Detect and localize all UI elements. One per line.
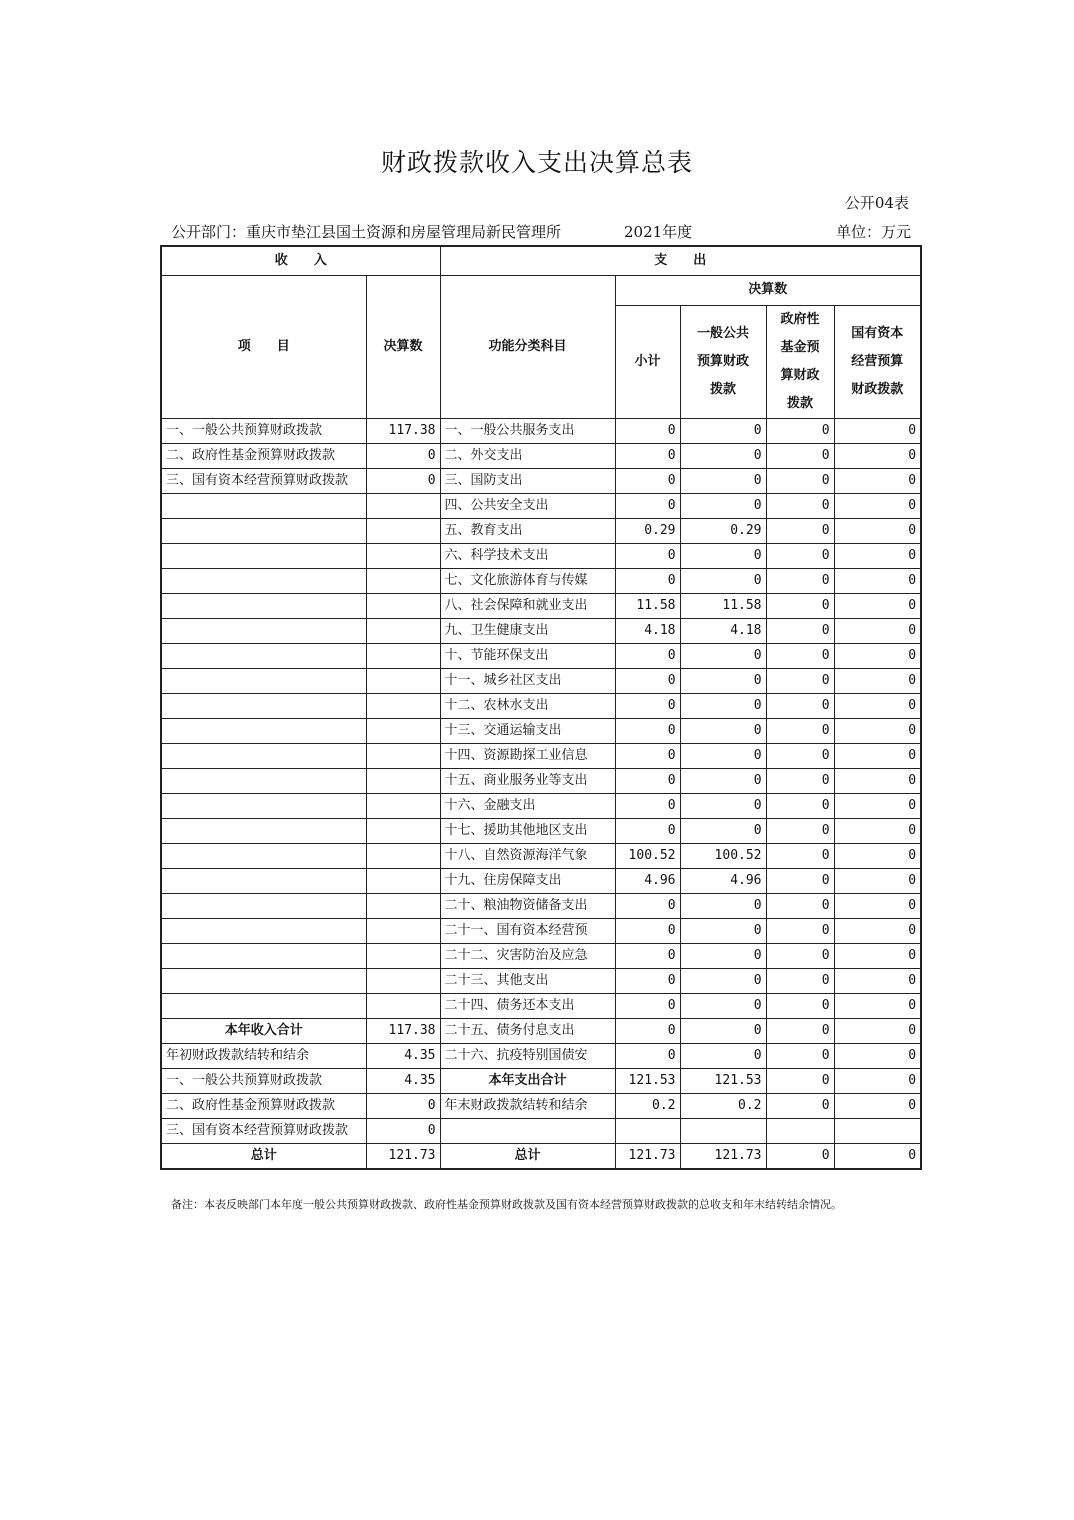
gov-fund-cell: 0 xyxy=(766,818,834,843)
table-row xyxy=(161,1143,921,1169)
income-item-cell xyxy=(161,793,366,818)
gov-fund-cell: 0 xyxy=(766,418,834,443)
general-budget-cell: 0 xyxy=(680,493,766,518)
general-budget-cell: 0 xyxy=(680,993,766,1018)
state-capital-cell: 0 xyxy=(834,668,921,693)
income-item-cell: 一、一般公共预算财政拨款 xyxy=(161,1068,366,1093)
state-capital-cell: 0 xyxy=(834,918,921,943)
income-amount-cell xyxy=(366,843,440,868)
header-row-1 xyxy=(161,246,921,275)
income-item-cell xyxy=(161,993,366,1018)
income-amount-cell xyxy=(366,668,440,693)
state-capital-cell: 0 xyxy=(834,568,921,593)
general-budget-cell: 100.52 xyxy=(680,843,766,868)
general-budget-cell: 0 xyxy=(680,468,766,493)
expense-item-cell: 二十三、其他支出 xyxy=(440,968,615,993)
income-amount-cell xyxy=(366,893,440,918)
gov-fund-header: 政府性基金预算财政拨款 xyxy=(766,305,834,418)
expense-item-cell: 八、社会保障和就业支出 xyxy=(440,593,615,618)
subtotal-cell: 0 xyxy=(615,818,680,843)
department-label: 公开部门：重庆市垫江县国土资源和房屋管理局新民管理所 xyxy=(171,223,562,241)
subtotal-cell: 0 xyxy=(615,468,680,493)
table-row xyxy=(161,568,921,593)
state-capital-cell xyxy=(834,1118,921,1143)
expense-item-cell: 一、一般公共服务支出 xyxy=(440,418,615,443)
income-amount-cell: 4.35 xyxy=(366,1043,440,1068)
general-budget-cell: 0 xyxy=(680,943,766,968)
income-amount-cell xyxy=(366,493,440,518)
expense-item-cell: 二十五、债务付息支出 xyxy=(440,1018,615,1043)
income-amount-cell: 0 xyxy=(366,1093,440,1118)
income-item-cell: 二、政府性基金预算财政拨款 xyxy=(161,1093,366,1118)
income-item-cell xyxy=(161,868,366,893)
state-capital-cell: 0 xyxy=(834,693,921,718)
income-item-cell xyxy=(161,918,366,943)
income-item-cell xyxy=(161,893,366,918)
expense-item-cell: 三、国防支出 xyxy=(440,468,615,493)
state-capital-cell: 0 xyxy=(834,1068,921,1093)
state-capital-cell: 0 xyxy=(834,418,921,443)
expense-item-cell: 二、外交支出 xyxy=(440,443,615,468)
subtotal-cell xyxy=(615,1118,680,1143)
state-capital-cell: 0 xyxy=(834,493,921,518)
unit-label: 单位：万元 xyxy=(835,223,911,241)
income-amount-cell xyxy=(366,743,440,768)
general-budget-cell: 0 xyxy=(680,643,766,668)
state-capital-cell: 0 xyxy=(834,543,921,568)
general-budget-cell: 11.58 xyxy=(680,593,766,618)
table-row xyxy=(161,868,921,893)
gov-fund-cell: 0 xyxy=(766,518,834,543)
state-capital-cell: 0 xyxy=(834,618,921,643)
gov-fund-cell: 0 xyxy=(766,668,834,693)
general-budget-cell: 0 xyxy=(680,668,766,693)
subtotal-cell: 11.58 xyxy=(615,593,680,618)
general-budget-cell: 0.2 xyxy=(680,1093,766,1118)
subtotal-cell: 0 xyxy=(615,643,680,668)
state-capital-cell: 0 xyxy=(834,468,921,493)
subtotal-cell: 0 xyxy=(615,743,680,768)
income-amount-cell: 121.73 xyxy=(366,1143,440,1169)
general-budget-cell: 0 xyxy=(680,818,766,843)
general-budget-cell: 0 xyxy=(680,1018,766,1043)
state-capital-cell: 0 xyxy=(834,943,921,968)
income-item-cell: 三、国有资本经营预算财政拨款 xyxy=(161,1118,366,1143)
table-row xyxy=(161,793,921,818)
state-capital-cell: 0 xyxy=(834,1043,921,1068)
gov-fund-cell: 0 xyxy=(766,468,834,493)
table-row xyxy=(161,968,921,993)
table-row xyxy=(161,943,921,968)
report-meta xyxy=(171,221,911,243)
item-header: 项 目 xyxy=(161,275,366,418)
income-amount-cell xyxy=(366,518,440,543)
gov-fund-cell: 0 xyxy=(766,943,834,968)
income-amount-cell xyxy=(366,543,440,568)
expense-item-cell: 十九、住房保障支出 xyxy=(440,868,615,893)
general-budget-cell: 0 xyxy=(680,893,766,918)
expense-item-cell: 十一、城乡社区支出 xyxy=(440,668,615,693)
expense-item-cell xyxy=(440,1118,615,1143)
income-item-cell xyxy=(161,668,366,693)
general-budget-header: 一般公共预算财政拨款 xyxy=(680,305,766,418)
income-item-cell xyxy=(161,843,366,868)
state-capital-cell: 0 xyxy=(834,768,921,793)
table-row xyxy=(161,618,921,643)
state-capital-cell: 0 xyxy=(834,1143,921,1169)
table-row xyxy=(161,1093,921,1118)
page-title: 财政拨款收入支出决算总表 xyxy=(380,148,693,177)
subtotal-cell: 100.52 xyxy=(615,843,680,868)
income-item-cell xyxy=(161,968,366,993)
subtotal-cell: 121.53 xyxy=(615,1068,680,1093)
subtotal-cell: 121.73 xyxy=(615,1143,680,1169)
general-budget-cell: 0 xyxy=(680,568,766,593)
gov-fund-cell: 0 xyxy=(766,968,834,993)
subtotal-cell: 0 xyxy=(615,993,680,1018)
expense-header: 支 出 xyxy=(440,246,921,275)
income-item-cell xyxy=(161,543,366,568)
gov-fund-cell: 0 xyxy=(766,643,834,668)
income-item-cell: 年初财政拨款结转和结余 xyxy=(161,1043,366,1068)
expense-item-cell: 七、文化旅游体育与传媒 xyxy=(440,568,615,593)
gov-fund-cell: 0 xyxy=(766,1093,834,1118)
table-row xyxy=(161,718,921,743)
general-budget-cell: 4.96 xyxy=(680,868,766,893)
gov-fund-cell: 0 xyxy=(766,868,834,893)
subtotal-cell: 4.18 xyxy=(615,618,680,643)
subtotal-cell: 0 xyxy=(615,943,680,968)
subtotal-cell: 0 xyxy=(615,793,680,818)
general-budget-cell: 0 xyxy=(680,718,766,743)
income-amount-cell xyxy=(366,693,440,718)
income-item-cell xyxy=(161,568,366,593)
state-capital-cell: 0 xyxy=(834,518,921,543)
income-amount-cell xyxy=(366,768,440,793)
state-capital-cell: 0 xyxy=(834,1093,921,1118)
income-amount-cell xyxy=(366,568,440,593)
table-row xyxy=(161,593,921,618)
expense-item-cell: 十四、资源勘探工业信息 xyxy=(440,743,615,768)
income-amount-cell: 4.35 xyxy=(366,1068,440,1093)
table-row xyxy=(161,818,921,843)
income-item-cell xyxy=(161,593,366,618)
table-row xyxy=(161,643,921,668)
final-amount-group-header: 决算数 xyxy=(615,275,921,305)
income-item-cell xyxy=(161,693,366,718)
form-number: 公开04表 xyxy=(844,194,909,212)
expense-item-cell: 二十四、债务还本支出 xyxy=(440,993,615,1018)
state-capital-cell: 0 xyxy=(834,743,921,768)
gov-fund-cell: 0 xyxy=(766,568,834,593)
expense-item-cell: 十八、自然资源海洋气象 xyxy=(440,843,615,868)
expense-item-cell: 十七、援助其他地区支出 xyxy=(440,818,615,843)
gov-fund-cell: 0 xyxy=(766,993,834,1018)
state-capital-cell: 0 xyxy=(834,643,921,668)
income-amount-cell xyxy=(366,793,440,818)
gov-fund-cell: 0 xyxy=(766,693,834,718)
state-capital-cell: 0 xyxy=(834,593,921,618)
table-row xyxy=(161,543,921,568)
expense-item-cell: 二十二、灾害防治及应急 xyxy=(440,943,615,968)
expense-item-cell: 四、公共安全支出 xyxy=(440,493,615,518)
income-header: 收 入 xyxy=(161,246,440,275)
income-item-cell xyxy=(161,943,366,968)
table-row xyxy=(161,843,921,868)
general-budget-cell: 121.73 xyxy=(680,1143,766,1169)
state-capital-cell: 0 xyxy=(834,818,921,843)
income-amount-cell xyxy=(366,818,440,843)
gov-fund-cell: 0 xyxy=(766,1068,834,1093)
income-amount-cell xyxy=(366,968,440,993)
gov-fund-cell: 0 xyxy=(766,893,834,918)
subtotal-cell: 0 xyxy=(615,418,680,443)
table-row xyxy=(161,768,921,793)
table-row xyxy=(161,518,921,543)
subtotal-cell: 0 xyxy=(615,918,680,943)
general-budget-cell: 0 xyxy=(680,543,766,568)
income-item-cell xyxy=(161,643,366,668)
expense-item-cell: 九、卫生健康支出 xyxy=(440,618,615,643)
general-budget-cell: 4.18 xyxy=(680,618,766,643)
table-row xyxy=(161,468,921,493)
gov-fund-cell: 0 xyxy=(766,918,834,943)
gov-fund-cell: 0 xyxy=(766,493,834,518)
gov-fund-cell: 0 xyxy=(766,618,834,643)
subtotal-cell: 0 xyxy=(615,968,680,993)
state-capital-cell: 0 xyxy=(834,843,921,868)
report-year: 2021年度 xyxy=(624,223,693,241)
header-row-2 xyxy=(161,275,921,305)
state-capital-cell: 0 xyxy=(834,793,921,818)
gov-fund-cell: 0 xyxy=(766,1143,834,1169)
subtotal-cell: 0 xyxy=(615,543,680,568)
expense-item-cell: 二十、粮油物资储备支出 xyxy=(440,893,615,918)
final-amount-header: 决算数 xyxy=(366,275,440,418)
subtotal-cell: 0 xyxy=(615,668,680,693)
general-budget-cell: 0 xyxy=(680,1043,766,1068)
state-capital-cell: 0 xyxy=(834,868,921,893)
income-amount-cell: 0 xyxy=(366,1118,440,1143)
income-amount-cell xyxy=(366,918,440,943)
income-amount-cell xyxy=(366,643,440,668)
table-row xyxy=(161,918,921,943)
fiscal-summary-table xyxy=(160,245,922,1170)
income-item-cell xyxy=(161,518,366,543)
income-amount-cell xyxy=(366,718,440,743)
table-row xyxy=(161,743,921,768)
subtotal-cell: 0 xyxy=(615,693,680,718)
expense-item-cell: 十六、金融支出 xyxy=(440,793,615,818)
state-capital-cell: 0 xyxy=(834,968,921,993)
subtotal-cell: 0 xyxy=(615,1043,680,1068)
gov-fund-cell: 0 xyxy=(766,843,834,868)
gov-fund-cell: 0 xyxy=(766,543,834,568)
gov-fund-cell: 0 xyxy=(766,768,834,793)
expense-item-cell: 总计 xyxy=(440,1143,615,1169)
table-row xyxy=(161,1068,921,1093)
income-item-cell: 二、政府性基金预算财政拨款 xyxy=(161,443,366,468)
state-capital-header: 国有资本经营预算财政拨款 xyxy=(834,305,921,418)
gov-fund-cell xyxy=(766,1118,834,1143)
expense-item-cell: 十二、农林水支出 xyxy=(440,693,615,718)
income-amount-cell xyxy=(366,618,440,643)
expense-item-cell: 二十一、国有资本经营预 xyxy=(440,918,615,943)
state-capital-cell: 0 xyxy=(834,1018,921,1043)
income-item-cell: 三、国有资本经营预算财政拨款 xyxy=(161,468,366,493)
state-capital-cell: 0 xyxy=(834,993,921,1018)
subtotal-cell: 0 xyxy=(615,718,680,743)
gov-fund-cell: 0 xyxy=(766,593,834,618)
table-note: 备注：本表反映部门本年度一般公共预算财政拨款、政府性基金预算财政拨款及国有资本经营预算财政拨款的总收支和年末结转结余情况。 xyxy=(171,1198,842,1211)
income-item-cell xyxy=(161,493,366,518)
table-row xyxy=(161,1018,921,1043)
gov-fund-cell: 0 xyxy=(766,1018,834,1043)
income-amount-cell: 0 xyxy=(366,468,440,493)
state-capital-cell: 0 xyxy=(834,443,921,468)
table-row xyxy=(161,993,921,1018)
income-item-cell: 一、一般公共预算财政拨款 xyxy=(161,418,366,443)
income-item-cell xyxy=(161,743,366,768)
expense-item-cell: 六、科学技术支出 xyxy=(440,543,615,568)
subtotal-cell: 4.96 xyxy=(615,868,680,893)
table-row xyxy=(161,1118,921,1143)
general-budget-cell: 0 xyxy=(680,768,766,793)
expense-item-cell: 二十六、抗疫特别国债安 xyxy=(440,1043,615,1068)
expense-item-cell: 本年支出合计 xyxy=(440,1068,615,1093)
subtotal-cell: 0 xyxy=(615,493,680,518)
gov-fund-cell: 0 xyxy=(766,793,834,818)
state-capital-cell: 0 xyxy=(834,718,921,743)
gov-fund-cell: 0 xyxy=(766,1043,834,1068)
general-budget-cell: 0 xyxy=(680,918,766,943)
table-row xyxy=(161,893,921,918)
general-budget-cell: 121.53 xyxy=(680,1068,766,1093)
gov-fund-cell: 0 xyxy=(766,443,834,468)
state-capital-cell: 0 xyxy=(834,893,921,918)
income-amount-cell: 0 xyxy=(366,443,440,468)
expense-item-cell: 年末财政拨款结转和结余 xyxy=(440,1093,615,1118)
subtotal-cell: 0 xyxy=(615,443,680,468)
subtotal-cell: 0 xyxy=(615,568,680,593)
table-row xyxy=(161,668,921,693)
table-row xyxy=(161,418,921,443)
income-amount-cell: 117.38 xyxy=(366,1018,440,1043)
gov-fund-cell: 0 xyxy=(766,718,834,743)
general-budget-cell: 0 xyxy=(680,443,766,468)
general-budget-cell: 0 xyxy=(680,968,766,993)
income-amount-cell xyxy=(366,868,440,893)
income-item-cell: 本年收入合计 xyxy=(161,1018,366,1043)
expense-item-cell: 五、教育支出 xyxy=(440,518,615,543)
income-amount-cell xyxy=(366,593,440,618)
general-budget-cell: 0.29 xyxy=(680,518,766,543)
income-amount-cell xyxy=(366,943,440,968)
subtotal-cell: 0.29 xyxy=(615,518,680,543)
table-row xyxy=(161,693,921,718)
general-budget-cell: 0 xyxy=(680,693,766,718)
general-budget-cell xyxy=(680,1118,766,1143)
subtotal-cell: 0.2 xyxy=(615,1093,680,1118)
gov-fund-cell: 0 xyxy=(766,743,834,768)
income-amount-cell: 117.38 xyxy=(366,418,440,443)
func-category-header: 功能分类科目 xyxy=(440,275,615,418)
expense-item-cell: 十五、商业服务业等支出 xyxy=(440,768,615,793)
income-amount-cell xyxy=(366,993,440,1018)
general-budget-cell: 0 xyxy=(680,793,766,818)
income-item-cell xyxy=(161,768,366,793)
subtotal-header: 小计 xyxy=(615,305,680,418)
general-budget-cell: 0 xyxy=(680,418,766,443)
subtotal-cell: 0 xyxy=(615,893,680,918)
income-item-cell xyxy=(161,718,366,743)
income-item-cell xyxy=(161,818,366,843)
subtotal-cell: 0 xyxy=(615,1018,680,1043)
income-item-cell: 总计 xyxy=(161,1143,366,1169)
expense-item-cell: 十、节能环保支出 xyxy=(440,643,615,668)
subtotal-cell: 0 xyxy=(615,768,680,793)
general-budget-cell: 0 xyxy=(680,743,766,768)
expense-item-cell: 十三、交通运输支出 xyxy=(440,718,615,743)
table-row xyxy=(161,1043,921,1068)
table-row xyxy=(161,443,921,468)
table-row xyxy=(161,493,921,518)
income-item-cell xyxy=(161,618,366,643)
